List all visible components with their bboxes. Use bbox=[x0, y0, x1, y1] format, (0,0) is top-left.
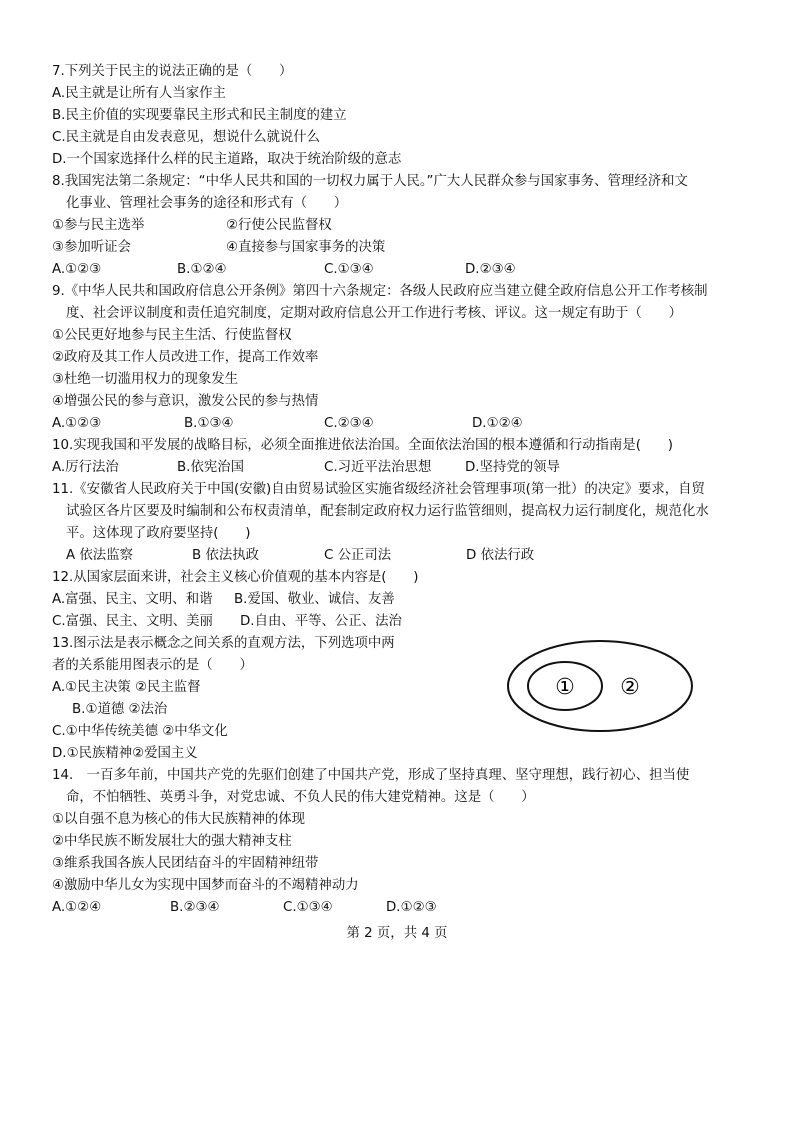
q7-option-d: D.一个国家选择什么样的民主道路，取决于统治阶级的意志 bbox=[52, 152, 402, 167]
q11-option-b: B 依法执政 bbox=[192, 548, 260, 563]
q9-statement-1: ①公民更好地参与民主生活、行使监督权 bbox=[52, 328, 292, 343]
q8-stem-line2: 化事业、管理社会事务的途径和形式有（ ） bbox=[66, 196, 348, 211]
q13-venn-diagram bbox=[505, 638, 695, 734]
q14-stem-line1: 14. 一百多年前，中国共产党的先驱们创建了中国共产党，形成了坚持真理、坚守理想，践行初心、担当使 bbox=[52, 768, 690, 783]
q11-stem-line3: 平。这体现了政府要坚持( ) bbox=[66, 526, 251, 541]
q14-stem-line2: 命，不怕牺牲、英勇斗争，对党忠诚、不负人民的伟大建党精神。这是（ ） bbox=[66, 790, 535, 805]
q13-option-d: D.①民族精神②爱国主义 bbox=[52, 746, 198, 761]
q14-statement-4: ④激励中华儿女为实现中国梦而奋斗的不竭精神动力 bbox=[52, 878, 359, 893]
q12-option-c: C.富强、民主、文明、美丽 bbox=[52, 614, 213, 629]
q12-option-b: B.爱国、敬业、诚信、友善 bbox=[234, 592, 395, 607]
q9-statement-2: ②政府及其工作人员改进工作，提高工作效率 bbox=[52, 350, 319, 365]
q8-stem-line1: 8.我国宪法第二条规定：“中华人民共和国的一切权力属于人民。”广大人民群众参与国家事务、管理经济和文 bbox=[52, 174, 688, 189]
q9-stem-line1: 9.《中华人民共和国政府信息公开条例》第四十六条规定：各级人民政府应当建立健全政府信息公开工作考核制 bbox=[52, 284, 708, 299]
q13-option-a: A.①民主决策 ②民主监督 bbox=[52, 680, 201, 695]
q11-stem-line2: 试验区各片区要及时编制和公布权责清单，配套制定政府权力运行监管细则，提高权力运行制度化，规范化水 bbox=[66, 504, 709, 519]
q12-option-a: A.富强、民主、文明、和谐 bbox=[52, 592, 213, 607]
q9-stem-line2: 度、社会评议制度和责任追究制度，定期对政府信息公开工作进行考核、评议。这一规定有助于（ ） bbox=[66, 306, 682, 321]
q14-statement-3: ③维系我国各族人民团结奋斗的牢固精神纽带 bbox=[52, 856, 319, 871]
q8-option-c: C.①③④ bbox=[324, 262, 374, 277]
q10-option-a: A.厉行法治 bbox=[52, 460, 119, 475]
q8-option-b: B.①②④ bbox=[177, 262, 227, 277]
q8-option-a: A.①②③ bbox=[52, 262, 102, 277]
q11-option-c: C 公正司法 bbox=[324, 548, 392, 563]
q12-option-d: D.自由、平等、公正、法治 bbox=[240, 614, 402, 629]
q8-option-d: D.②③④ bbox=[465, 262, 516, 277]
q10-option-c: C.习近平法治思想 bbox=[324, 460, 432, 475]
q14-option-c: C.①③④ bbox=[283, 900, 333, 915]
q11-option-a: A 依法监察 bbox=[66, 548, 133, 563]
q14-statement-2: ②中华民族不断发展壮大的强大精神支柱 bbox=[52, 834, 292, 849]
q13-stem-line1: 13.图示法是表示概念之间关系的直观方法，下列选项中两 bbox=[52, 636, 395, 651]
q13-option-b: B.①道德 ②法治 bbox=[72, 702, 168, 717]
page-number: 第 2 页，共 4 页 bbox=[346, 926, 448, 941]
q7-option-c: C.民主就是自由发表意见，想说什么就说什么 bbox=[52, 130, 321, 145]
q14-option-a: A.①②④ bbox=[52, 900, 102, 915]
q9-option-b: B.①③④ bbox=[184, 416, 234, 431]
q9-statement-4: ④增强公民的参与意识，激发公民的参与热情 bbox=[52, 394, 319, 409]
q11-stem-line1: 11.《安徽省人民政府关于中国(安徽)自由贸易试验区实施省级经济社会管理事项(第一批）的决定》要求，自贸 bbox=[52, 482, 705, 497]
q9-option-a: A.①②③ bbox=[52, 416, 102, 431]
q9-option-d: D.①②④ bbox=[472, 416, 523, 431]
q11-option-d: D 依法行政 bbox=[466, 548, 535, 563]
q13-stem-line2: 者的关系能用图表示的是（ ） bbox=[52, 658, 253, 673]
q10-stem: 10.实现我国和平发展的战略目标，必须全面推进依法治国。全面依法治国的根本遵循和行动指南是( ) bbox=[52, 438, 673, 453]
q7-stem: 7.下列关于民主的说法正确的是（ ） bbox=[52, 64, 293, 79]
q8-statement-1: ①参与民主选举 bbox=[52, 218, 145, 233]
inner-label: ① bbox=[555, 675, 575, 700]
q8-statement-2: ②行使公民监督权 bbox=[226, 218, 332, 233]
q9-option-c: C.②③④ bbox=[324, 416, 374, 431]
outer-label: ② bbox=[620, 675, 640, 700]
q14-option-d: D.①②③ bbox=[386, 900, 437, 915]
q8-statement-3: ③参加听证会 bbox=[52, 240, 131, 255]
q8-statement-4: ④直接参与国家事务的决策 bbox=[226, 240, 386, 255]
q9-statement-3: ③杜绝一切滥用权力的现象发生 bbox=[52, 372, 239, 387]
q10-option-d: D.坚持党的领导 bbox=[465, 460, 560, 475]
q13-option-c: C.①中华传统美德 ②中华文化 bbox=[52, 724, 228, 739]
q12-stem: 12.从国家层面来讲，社会主义核心价值观的基本内容是( ) bbox=[52, 570, 419, 585]
outer-ellipse bbox=[508, 641, 692, 731]
q14-statement-1: ①以自强不息为核心的伟大民族精神的体现 bbox=[52, 812, 306, 827]
q7-option-b: B.民主价值的实现要靠民主形式和民主制度的建立 bbox=[52, 108, 347, 123]
q7-option-a: A.民主就是让所有人当家作主 bbox=[52, 86, 226, 101]
q14-option-b: B.②③④ bbox=[170, 900, 220, 915]
q10-option-b: B.依宪治国 bbox=[177, 460, 245, 475]
